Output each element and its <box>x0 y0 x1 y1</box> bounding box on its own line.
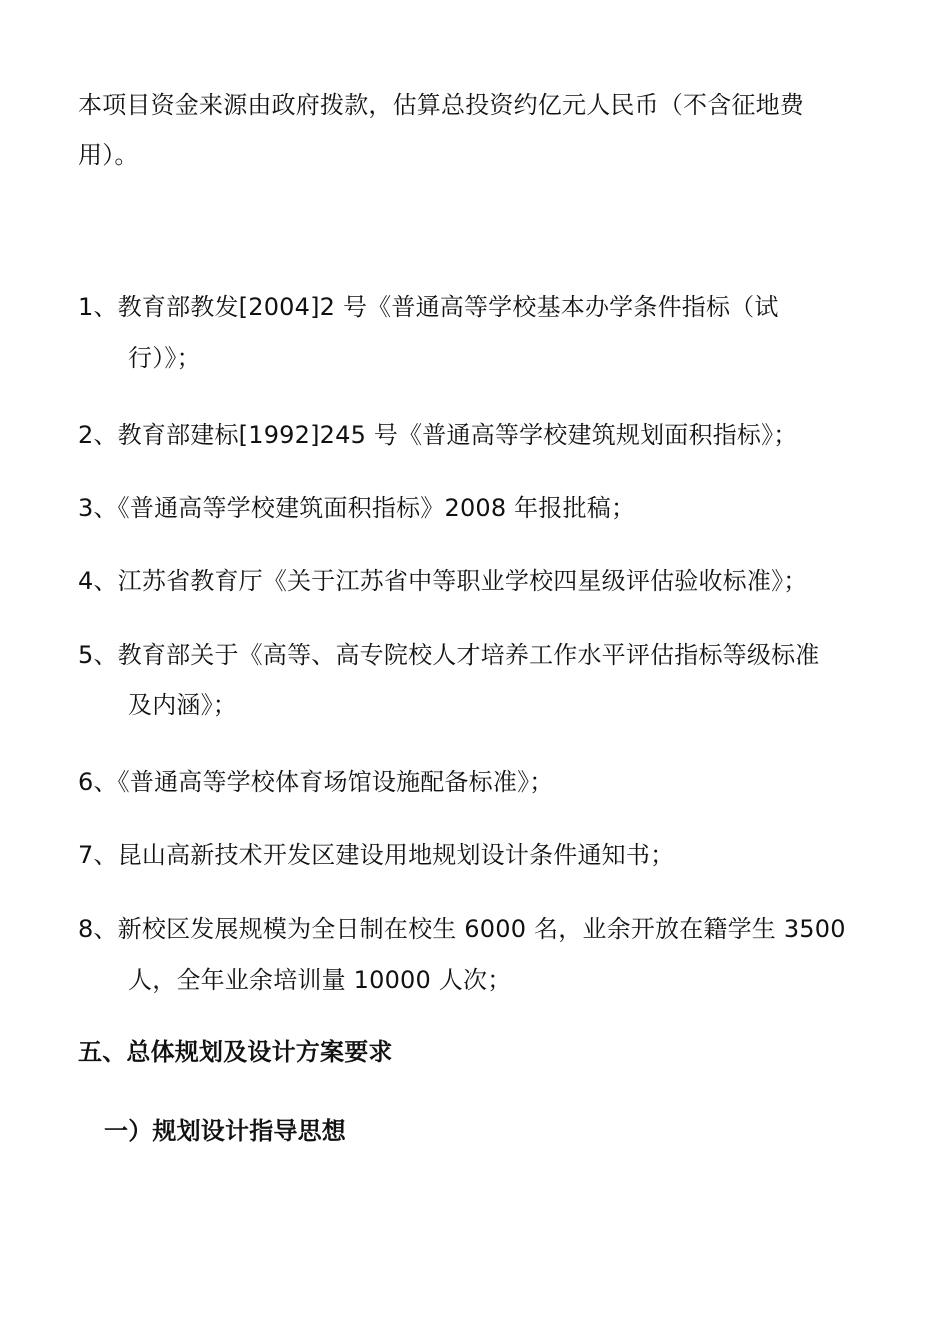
list-item-4: 4、江苏省教育厅《关于江苏省中等职业学校四星级评估验收标准》； <box>78 567 808 595</box>
list-item-6: 6、《普通高等学校体育场馆设施配备标准》； <box>78 768 554 796</box>
sub-heading: 一）规划设计指导思想 <box>104 1117 346 1145</box>
list-item-3: 3、《普通高等学校建筑面积指标》2008 年报批稿； <box>78 494 636 522</box>
list-item-5-line-1: 5、教育部关于《高等、高专院校人才培养工作水平评估指标等级标准 <box>78 641 820 669</box>
list-item-5-line-2: 及内涵》； <box>128 691 237 719</box>
list-item-8-line-1: 8、新校区发展规模为全日制在校生 6000 名，业余开放在籍学生 3500 <box>78 915 846 943</box>
list-item-8-line-2: 人，全年业余培训量 10000 人次； <box>128 966 512 994</box>
list-item-7: 7、昆山高新技术开发区建设用地规划设计条件通知书； <box>78 841 675 869</box>
list-item-1-line-2: 行）》； <box>128 344 201 372</box>
list-item-2: 2、教育部建标[1992]245 号《普通高等学校建筑规划面积指标》； <box>78 421 798 449</box>
list-item-1-line-1: 1、教育部教发[2004]2 号《普通高等学校基本办学条件指标（试 <box>78 293 779 321</box>
intro-paragraph-line-2: 用）。 <box>78 141 139 169</box>
section-heading: 五、总体规划及设计方案要求 <box>78 1038 393 1066</box>
intro-paragraph-line-1: 本项目资金来源由政府拨款，估算总投资约亿元人民币（不含征地费 <box>78 91 804 119</box>
